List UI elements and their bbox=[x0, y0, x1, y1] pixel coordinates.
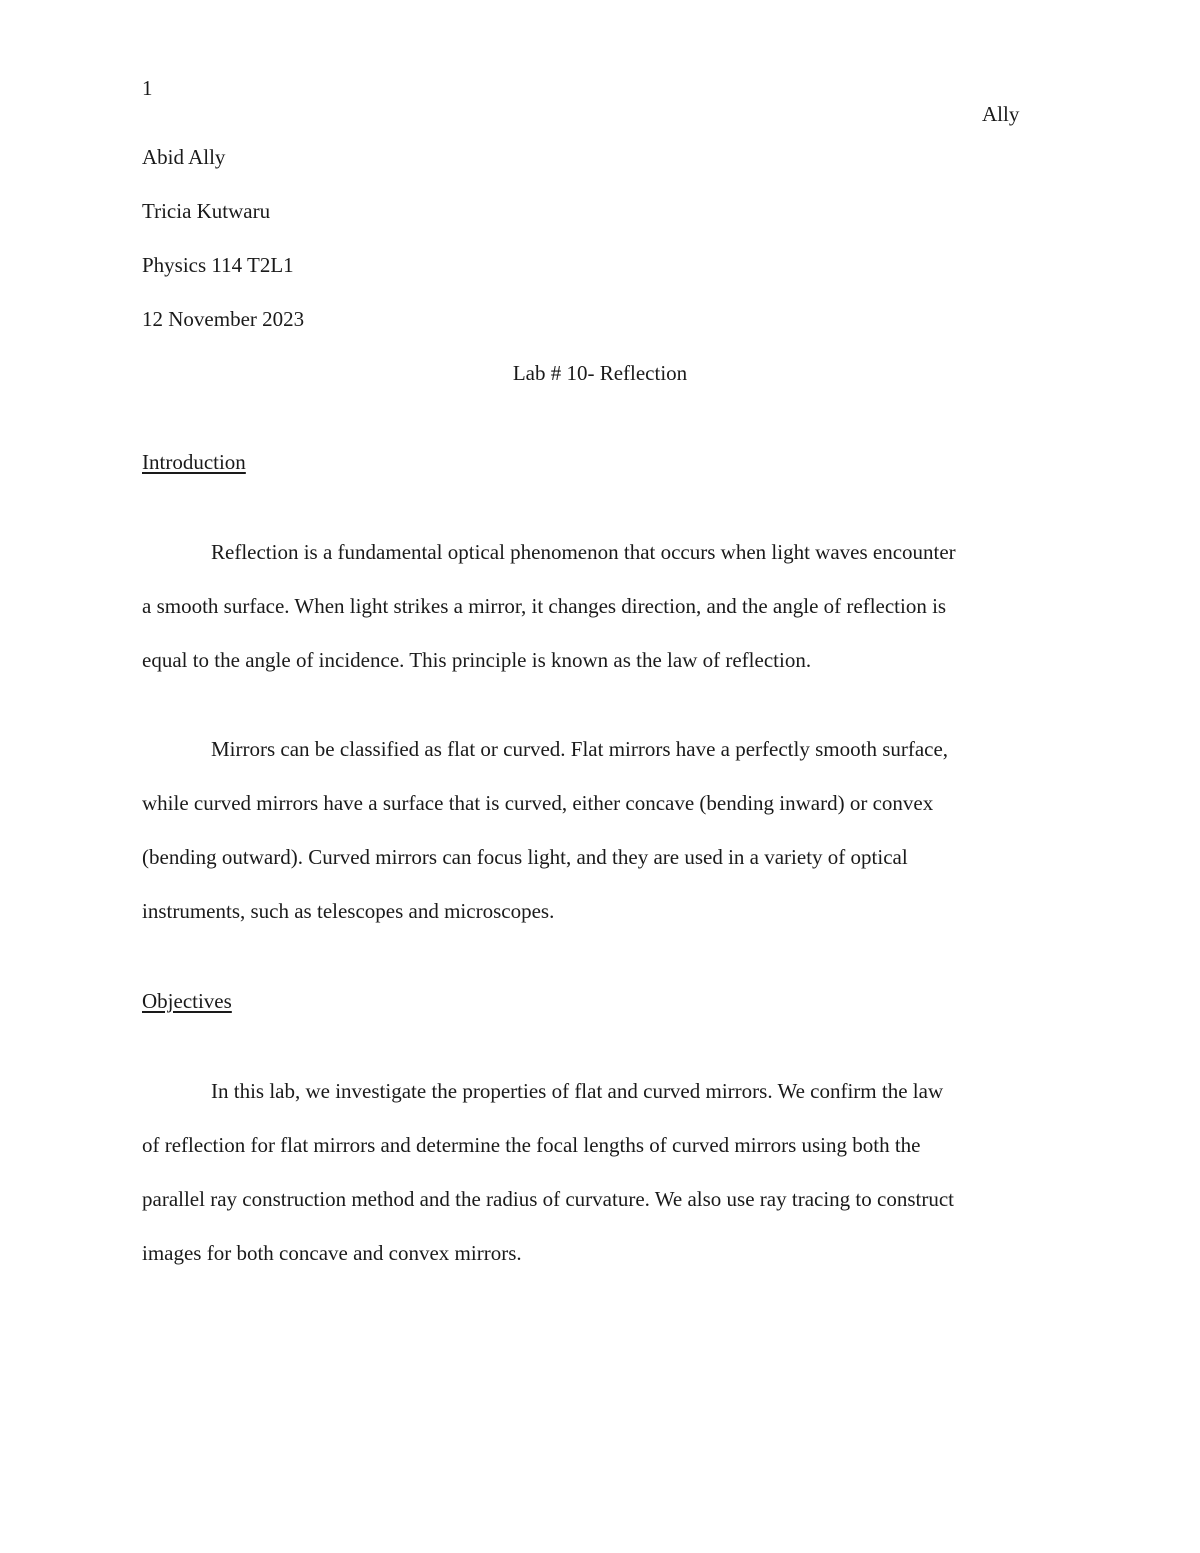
course-name: Physics 114 T2L1 bbox=[142, 253, 294, 277]
paragraph-line: In this lab, we investigate the properties of flat and curved mirrors. We confirm the law bbox=[211, 1079, 944, 1103]
paragraph-line: parallel ray construction method and the radius of curvature. We also use ray tracing to construct bbox=[142, 1187, 954, 1211]
paragraph-line: instruments, such as telescopes and microscopes. bbox=[142, 899, 555, 923]
page-number: 1 bbox=[142, 76, 153, 100]
paragraph-line: a smooth surface. When light strikes a mirror, it changes direction, and the angle of reflection is bbox=[142, 594, 947, 618]
paragraph-line: Reflection is a fundamental optical phenomenon that occurs when light waves encounter bbox=[211, 540, 956, 564]
document-date: 12 November 2023 bbox=[142, 307, 305, 331]
section-heading-objectives: Objectives bbox=[142, 989, 232, 1013]
paragraph-line: of reflection for flat mirrors and determine the focal lengths of curved mirrors using both the bbox=[142, 1133, 921, 1157]
paragraph bbox=[142, 542, 1054, 704]
paragraph-line: (bending outward). Curved mirrors can focus light, and they are used in a variety of optical bbox=[142, 845, 908, 869]
paragraph-line: Mirrors can be classified as flat or curved. Flat mirrors have a perfectly smooth surface, bbox=[211, 737, 949, 761]
section-heading-introduction: Introduction bbox=[142, 450, 246, 474]
paragraph bbox=[142, 1081, 1054, 1297]
running-head: Ally bbox=[982, 102, 1020, 126]
paragraph-line: equal to the angle of incidence. This principle is known as the law of reflection. bbox=[142, 648, 812, 672]
paragraph bbox=[142, 739, 1054, 955]
paragraph-line: images for both concave and convex mirrors. bbox=[142, 1241, 522, 1265]
author-name: Abid Ally bbox=[142, 145, 226, 169]
instructor-name: Tricia Kutwaru bbox=[142, 199, 271, 223]
paragraph-line: while curved mirrors have a surface that is curved, either concave (bending inward) or convex bbox=[142, 791, 934, 815]
document-title: Lab # 10- Reflection bbox=[512, 361, 688, 385]
